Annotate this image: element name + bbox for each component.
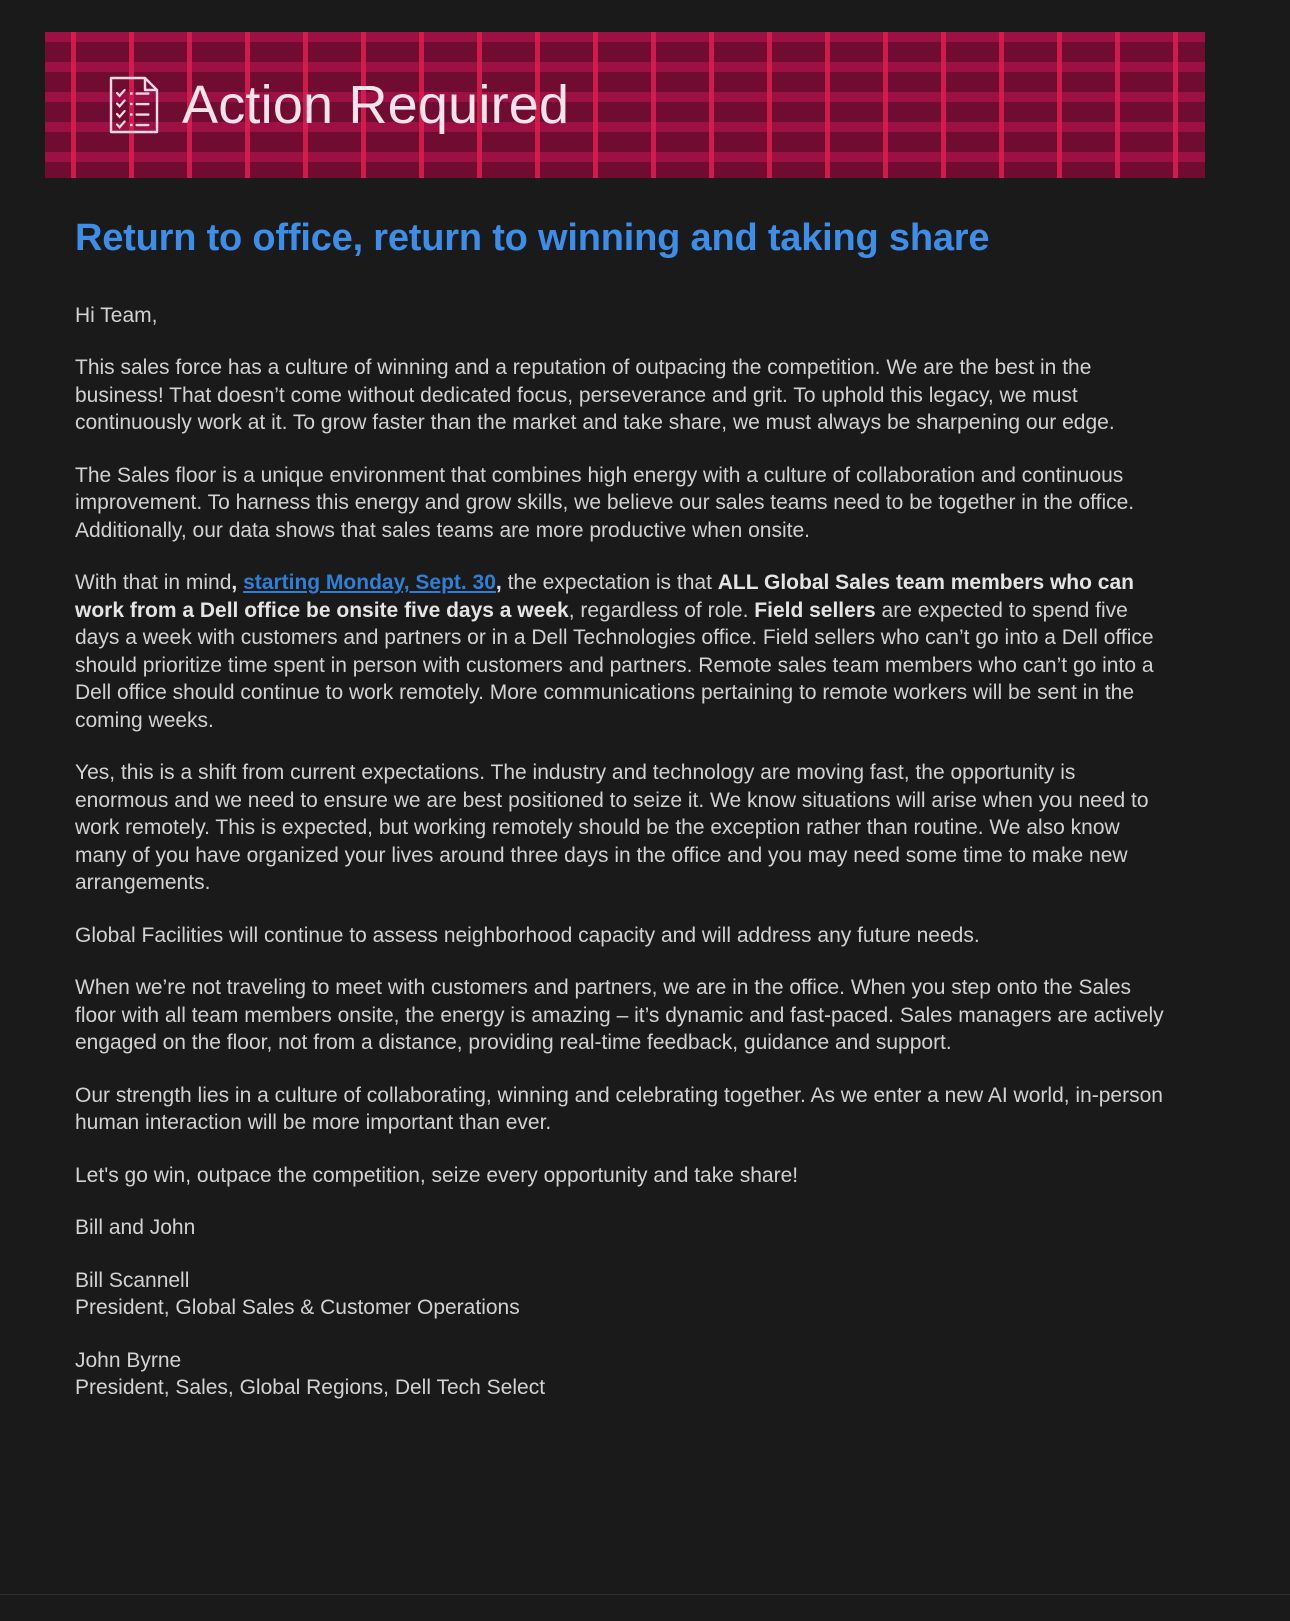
signature-name: John Byrne — [75, 1348, 182, 1372]
paragraph-policy-announcement — [75, 569, 1172, 734]
signature-john-byrne — [75, 1347, 1172, 1402]
signature-bill-scannell — [75, 1267, 1172, 1322]
policy-bold-field-sellers: Field sellers — [754, 598, 876, 622]
policy-bold-requirement: ALL Global Sales team members who can work from a Dell office be onsite five days a week — [75, 571, 1134, 622]
policy-tail-text: are expected to spend five days a week with customers and partners or in a Dell Technologies office. Field sellers who can’t go into a Dell office should prioritize time spent in person with customers and partners. Remote sales team members who can’t go into a Dell office should continue to work remotely. More communications pertaining to remote workers will be sent in the coming weeks. — [75, 598, 1154, 732]
paragraph-call-to-action: Let's go win, outpace the competition, seize every opportunity and take share! — [75, 1163, 799, 1187]
paragraph-culture-of-winning: This sales force has a culture of winning and a reputation of outpacing the competition. We are the best in the business! That doesn’t come without dedicated focus, perseverance and grit. To uphold this legacy, we must continuously work at it. To grow faster than the market and take share, we must always be sharpening our edge. — [75, 356, 1115, 435]
signature-title: President, Sales, Global Regions, Dell Tech Select — [75, 1376, 546, 1400]
paragraph-sales-floor: The Sales floor is a unique environment that combines high energy with a culture of collaboration and continuous improvement. To harness this energy and grow skills, we believe our sales teams need to be together in the office. Additionally, our data shows that sales teams are more productive when onsite. — [75, 463, 1135, 542]
policy-mid-text: , regardless of role. — [568, 598, 755, 622]
paragraph-ai-world: Our strength lies in a culture of collaborating, winning and celebrating together. As we enter a new AI world, in-person human interaction will be more important than ever. — [75, 1083, 1163, 1135]
signature-name: Bill Scannell — [75, 1268, 190, 1292]
closing-signoff: Bill and John — [75, 1216, 196, 1240]
banner-title: Action Required — [182, 75, 570, 135]
greeting-paragraph: Hi Team, — [75, 303, 158, 327]
paragraph-shift-explanation: Yes, this is a shift from current expectations. The industry and technology are moving fast, the opportunity is enormous and we need to ensure we are best positioned to seize it. We know situations will arise when you need to work remotely. This is expected, but working remotely should be the exception rather than routine. We also know many of you have organized your lives around three days in the office and you may need some time to make new arrangements. — [75, 761, 1149, 895]
paragraph-office-energy: When we’re not traveling to meet with customers and partners, we are in the office. When you step onto the Sales floor with all team members onsite, the energy is amazing – it’s dynamic and fast-paced. Sales managers are actively engaged on the floor, not from a distance, providing real-time feedback, guidance and support. — [75, 976, 1164, 1055]
message-content — [0, 178, 1290, 1427]
policy-lead-text: With that in mind — [75, 571, 232, 595]
signature-title: President, Global Sales & Customer Operations — [75, 1296, 520, 1320]
policy-after-link-text: the expectation is that — [501, 571, 718, 595]
paragraph-global-facilities: Global Facilities will continue to assess neighborhood capacity and will address any future needs. — [75, 923, 980, 947]
policy-bold-comma-2: , — [495, 571, 502, 595]
checklist-document-icon — [108, 76, 160, 134]
start-date-link[interactable]: starting Monday, Sept. 30 — [243, 571, 496, 595]
action-required-banner — [45, 32, 1205, 178]
message-body-text — [0, 302, 1290, 1402]
banner-content — [45, 76, 569, 134]
footer-divider — [0, 1594, 1290, 1595]
page-title: Return to office, return to winning and taking share — [75, 217, 990, 259]
policy-bold-comma-1: , — [231, 571, 238, 595]
